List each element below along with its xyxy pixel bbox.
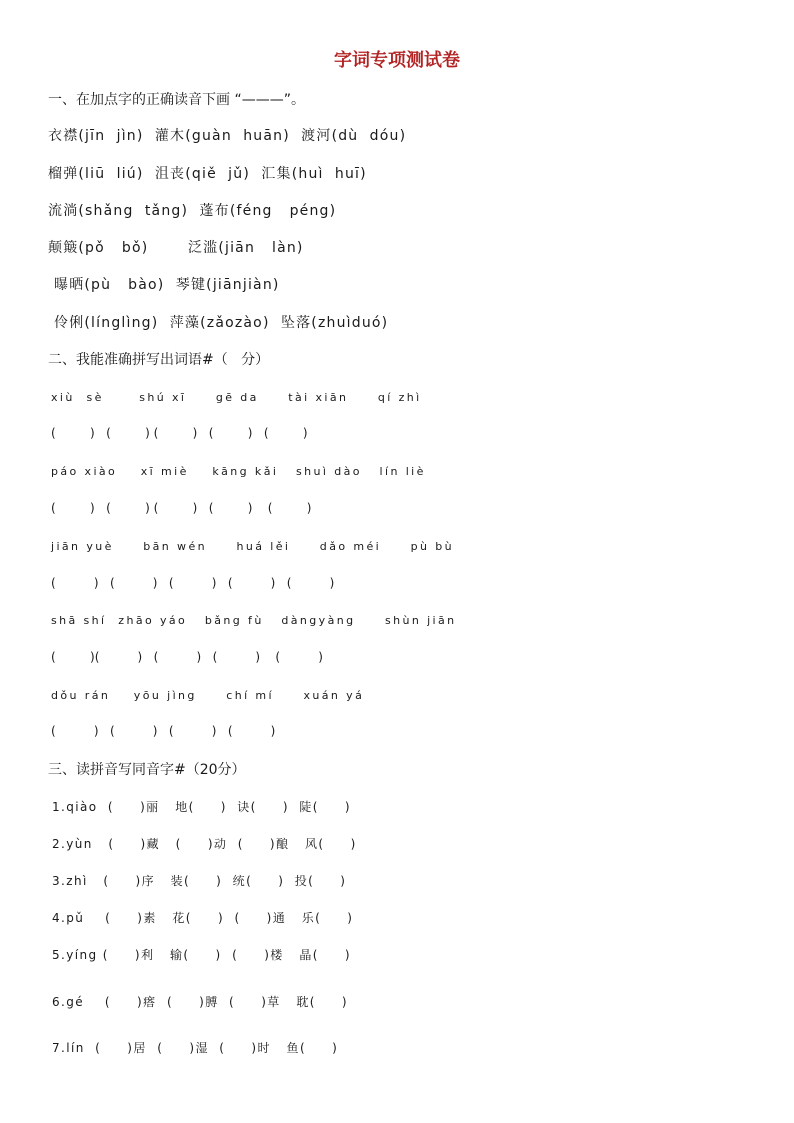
- pinyin-row: dǒu rán yōu jìng chí mí xuán yá: [51, 689, 365, 702]
- reading-choice-row: 流淌(shǎng tǎng) 蓬布(féng péng): [48, 203, 337, 219]
- homophone-item: 1.qiào ( )丽 地( ) 诀( ) 陡( ): [52, 800, 351, 814]
- answer-blanks-row: ( )( ) ( ) ( ) ( ): [51, 650, 323, 664]
- page-title: 字词专项测试卷: [334, 50, 460, 71]
- homophone-item: 7.lín ( )居 ( )湿 ( )时 鱼( ): [52, 1041, 339, 1055]
- pinyin-row: jiān yuè bān wén huá lěi dǎo méi pù bù: [51, 540, 454, 553]
- answer-blanks-row: ( ) ( ) ( ) ( ) ( ): [51, 426, 308, 440]
- reading-choice-row: 榴弹(liū liú) 沮丧(qiě jǔ) 汇集(huì huī): [48, 166, 367, 182]
- pinyin-row: shā shí zhāo yáo bǎng fù dàngyàng shùn jiān: [51, 614, 457, 627]
- homophone-item: 5.yíng ( )利 输( ) ( )楼 晶( ): [52, 948, 351, 962]
- homophone-item: 6.gé ( )瘩 ( )膊 ( )草 耽( ): [52, 995, 348, 1009]
- reading-choice-row: 衣襟(jīn jìn) 灌木(guàn huān) 渡河(dù dóu): [48, 128, 407, 144]
- homophone-item: 3.zhì ( )序 装( ) 统( ) 投( ): [52, 874, 347, 888]
- answer-blanks-row: ( ) ( ) ( ) ( ): [51, 724, 276, 738]
- pinyin-row: páo xiào xī miè kāng kǎi shuì dào lín liè: [51, 465, 426, 478]
- section-3-heading: 三、读拼音写同音字#（20分）: [48, 762, 246, 778]
- homophone-item: 2.yùn ( )藏 ( )动 ( )酿 风( ): [52, 837, 357, 851]
- section-2-heading: 二、我能准确拼写出词语#（ 分）: [48, 352, 270, 368]
- pinyin-row: xiù sè shú xī gē da tài xiān qí zhì: [51, 391, 422, 404]
- reading-choice-row: 伶俐(línglìng) 萍藻(zǎozào) 坠落(zhuìduó): [54, 315, 389, 331]
- section-1-heading: 一、在加点字的正确读音下画 “———”。: [48, 92, 305, 108]
- homophone-item: 4.pǔ ( )素 花( ) ( )通 乐( ): [52, 911, 354, 925]
- reading-choice-row: 颠簸(pǒ bǒ) 泛滥(jiān làn): [48, 240, 304, 256]
- answer-blanks-row: ( ) ( ) ( ) ( ) ( ): [51, 501, 312, 515]
- answer-blanks-row: ( ) ( ) ( ) ( ) ( ): [51, 576, 335, 590]
- reading-choice-row: 曝晒(pù bào) 琴键(jiānjiàn): [54, 277, 280, 293]
